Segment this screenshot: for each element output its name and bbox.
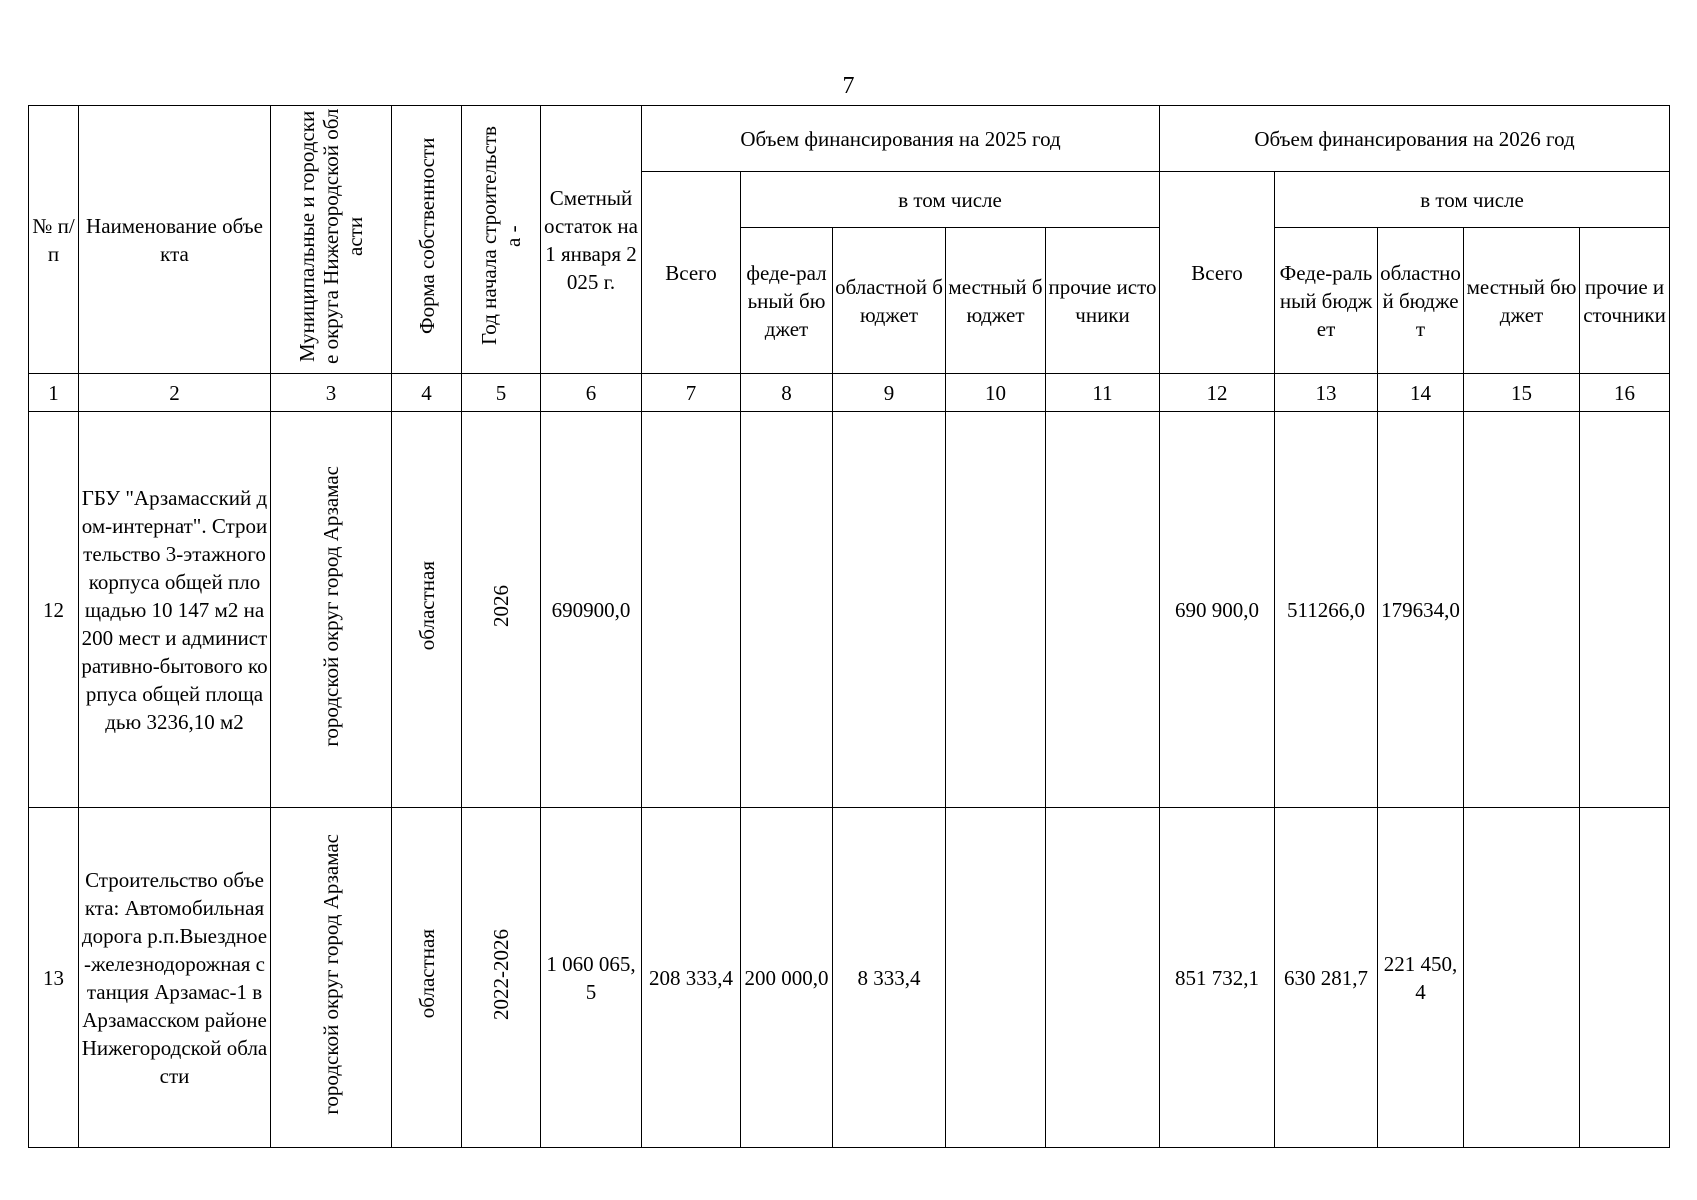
column-number: 6 — [541, 374, 642, 412]
municipality-cell — [271, 412, 392, 808]
header-fin-2026: Объем финансирования на 2026 год — [1160, 106, 1670, 172]
header-federal-2026: Феде-ральный бюджет — [1275, 228, 1378, 374]
header-municipal-text: Муниципальные и городские округа Нижегородской области — [295, 108, 367, 364]
construction-year: 2022-2026 — [489, 928, 513, 1020]
local-2026 — [1464, 412, 1580, 808]
other-2026 — [1580, 412, 1670, 808]
column-number: 3 — [271, 374, 392, 412]
table-row — [29, 412, 1670, 808]
column-number: 2 — [79, 374, 271, 412]
municipality: городской округ город Арзамас — [319, 465, 343, 747]
construction-year: 2026 — [489, 585, 513, 627]
regional-2025: 8 333,4 — [833, 808, 946, 1148]
column-number: 16 — [1580, 374, 1670, 412]
column-number: 13 — [1275, 374, 1378, 412]
municipality-cell — [271, 808, 392, 1148]
regional-2025 — [833, 412, 946, 808]
column-number: 15 — [1464, 374, 1580, 412]
ownership-cell — [392, 412, 462, 808]
federal-2026: 630 281,7 — [1275, 808, 1378, 1148]
column-number: 7 — [642, 374, 741, 412]
header-federal-2025: феде-ральный бюджет — [741, 228, 833, 374]
header-total-2025: Всего — [642, 172, 741, 374]
header-regional-2025: областной бюджет — [833, 228, 946, 374]
header-regional-2026: областной бюджет — [1378, 228, 1464, 374]
column-number: 11 — [1046, 374, 1160, 412]
regional-2026: 221 450,4 — [1378, 808, 1464, 1148]
other-2025 — [1046, 412, 1160, 808]
ownership: областная — [414, 929, 439, 1019]
column-number: 14 — [1378, 374, 1464, 412]
column-number: 1 — [29, 374, 79, 412]
total-2025: 208 333,4 — [642, 808, 741, 1148]
federal-2026: 511266,0 — [1275, 412, 1378, 808]
other-2025 — [1046, 808, 1160, 1148]
local-2026 — [1464, 808, 1580, 1148]
object-name: Строительство объекта: Автомобильная дорога р.п.Выездное-железнодорожная станция Арзамас-1 в Арзамасском районе Нижегородской области — [79, 808, 271, 1148]
financing-table — [28, 105, 1670, 1148]
header-local-2026: местный бюджет — [1464, 228, 1580, 374]
header-fin-2025: Объем финансирования на 2025 год — [642, 106, 1160, 172]
header-ownership — [392, 106, 462, 374]
total-2026: 690 900,0 — [1160, 412, 1275, 808]
year-cell — [462, 808, 541, 1148]
local-2025 — [946, 412, 1046, 808]
regional-2026: 179634,0 — [1378, 412, 1464, 808]
federal-2025 — [741, 412, 833, 808]
other-2026 — [1580, 808, 1670, 1148]
column-number: 8 — [741, 374, 833, 412]
year-cell — [462, 412, 541, 808]
column-number: 5 — [462, 374, 541, 412]
header-incl-2026: в том числе — [1275, 172, 1670, 228]
municipality: городской округ город Арзамас — [319, 833, 343, 1115]
remainder: 1 060 065,5 — [541, 808, 642, 1148]
column-number: 12 — [1160, 374, 1275, 412]
local-2025 — [946, 808, 1046, 1148]
header-municipal — [271, 106, 392, 374]
table-row — [29, 808, 1670, 1148]
object-name: ГБУ "Арзамасский дом-интернат". Строительство 3-этажного корпуса общей площадью 10 147 м2 на 200 мест и административно-бытового корпуса общей площадью 3236,10 м2 — [79, 412, 271, 808]
header-other-2025: прочие источники — [1046, 228, 1160, 374]
header-incl-2025: в том числе — [741, 172, 1160, 228]
row-num: 13 — [29, 808, 79, 1148]
header-ownership-text: Форма собственности — [414, 137, 439, 335]
page-number: 7 — [842, 73, 855, 99]
total-2025 — [642, 412, 741, 808]
ownership-cell — [392, 808, 462, 1148]
header-year — [462, 106, 541, 374]
header-other-2026: прочие источники — [1580, 228, 1670, 374]
header-num: № п/п — [29, 106, 79, 374]
header-local-2025: местный бюджет — [946, 228, 1046, 374]
federal-2025: 200 000,0 — [741, 808, 833, 1148]
column-number-row — [29, 374, 1670, 412]
row-num: 12 — [29, 412, 79, 808]
header-name: Наименование объекта — [79, 106, 271, 374]
total-2026: 851 732,1 — [1160, 808, 1275, 1148]
header-remainder: Сметный остаток на 1 января 2025 г. — [541, 106, 642, 374]
column-number: 10 — [946, 374, 1046, 412]
ownership: областная — [414, 561, 439, 651]
header-year-text: Год начала строительства - — [477, 126, 525, 346]
header-total-2026: Всего — [1160, 172, 1275, 374]
column-number: 9 — [833, 374, 946, 412]
remainder: 690900,0 — [541, 412, 642, 808]
column-number: 4 — [392, 374, 462, 412]
